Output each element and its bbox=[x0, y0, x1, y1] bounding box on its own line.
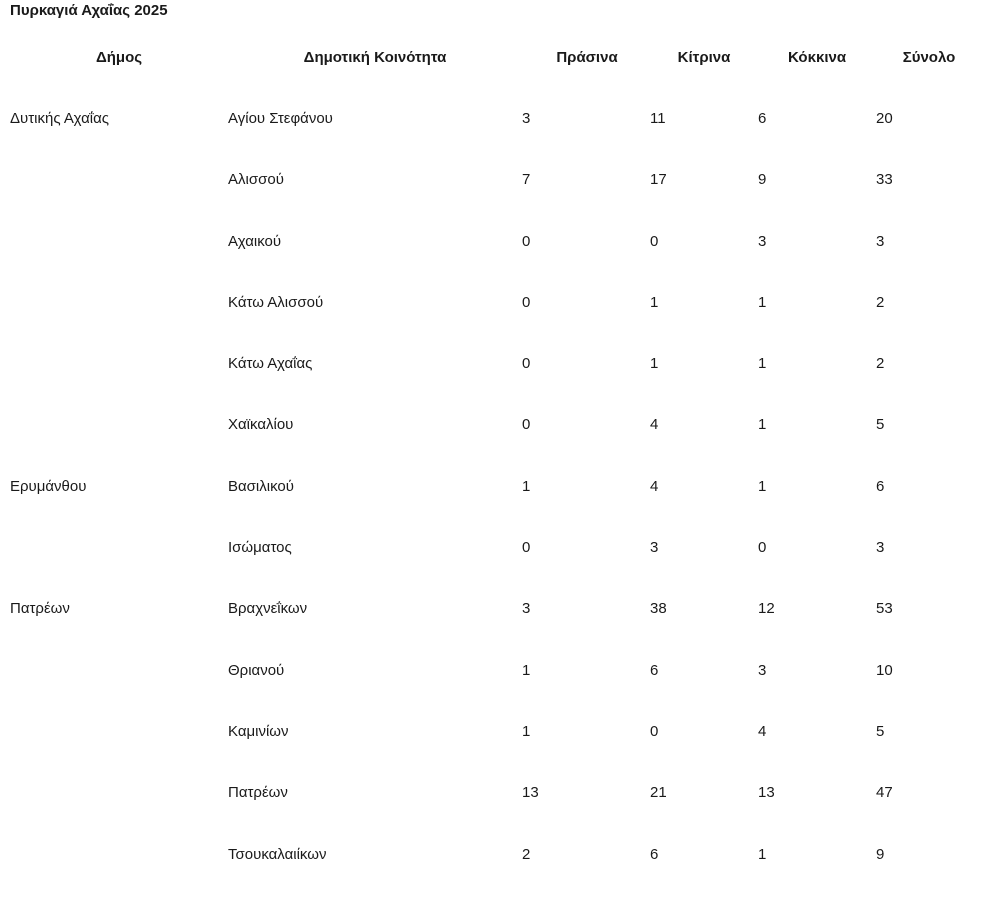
cell-dimos: Ερυμάνθου bbox=[10, 477, 87, 495]
cell-kitrina: 6 bbox=[650, 845, 659, 863]
table-row bbox=[0, 231, 981, 292]
cell-kitrina: 38 bbox=[650, 600, 667, 618]
cell-kokkina: 1 bbox=[758, 355, 767, 373]
cell-prasina: 3 bbox=[522, 600, 531, 618]
cell-kitrina: 1 bbox=[650, 355, 659, 373]
cell-koinotita: Αγίου Στεφάνου bbox=[228, 110, 333, 127]
cell-synolo: 2 bbox=[876, 355, 885, 373]
cell-kitrina: 3 bbox=[650, 539, 659, 557]
cell-kitrina: 17 bbox=[650, 171, 667, 189]
cell-synolo: 6 bbox=[876, 477, 885, 495]
cell-prasina: 0 bbox=[522, 416, 531, 434]
cell-kitrina: 6 bbox=[650, 661, 659, 679]
table-row bbox=[0, 353, 981, 414]
cell-koinotita: Τσουκαλαιίκων bbox=[228, 845, 327, 863]
table-row bbox=[0, 476, 981, 537]
cell-kitrina: 11 bbox=[650, 110, 666, 127]
table-header bbox=[0, 48, 981, 70]
cell-kokkina: 4 bbox=[758, 722, 767, 740]
cell-prasina: 0 bbox=[522, 293, 531, 311]
cell-dimos: Δυτικής Αχαΐας bbox=[10, 110, 110, 127]
cell-prasina: 1 bbox=[522, 477, 531, 495]
cell-kokkina: 13 bbox=[758, 784, 775, 802]
cell-koinotita: Κάτω Αχαΐας bbox=[228, 355, 313, 373]
cell-synolo: 5 bbox=[876, 722, 885, 740]
cell-kokkina: 1 bbox=[758, 845, 767, 863]
cell-prasina: 1 bbox=[522, 661, 531, 679]
cell-koinotita: Καμινίων bbox=[228, 722, 289, 740]
cell-kitrina: 4 bbox=[650, 416, 659, 434]
cell-kokkina: 6 bbox=[758, 110, 767, 127]
page-title: Πυρκαγιά Αχαΐας 2025 bbox=[10, 2, 168, 19]
cell-kitrina: 0 bbox=[650, 232, 659, 250]
header-dimos: Δήμος bbox=[95, 49, 143, 66]
cell-synolo: 33 bbox=[876, 171, 893, 189]
cell-koinotita: Βραχνεΐκων bbox=[228, 600, 308, 618]
cell-prasina: 0 bbox=[522, 355, 531, 373]
cell-prasina: 0 bbox=[522, 232, 531, 250]
cell-koinotita: Χαϊκαλίου bbox=[228, 416, 294, 434]
cell-kitrina: 0 bbox=[650, 722, 659, 740]
cell-koinotita: Θριανού bbox=[228, 661, 285, 679]
cell-kokkina: 1 bbox=[758, 477, 767, 495]
table-row bbox=[0, 782, 981, 843]
table-row bbox=[0, 537, 981, 598]
cell-prasina: 1 bbox=[522, 722, 531, 740]
header-prasina: Πράσινα bbox=[556, 49, 618, 66]
table-row bbox=[0, 660, 981, 721]
cell-kokkina: 12 bbox=[758, 600, 775, 618]
cell-koinotita: Βασιλικού bbox=[228, 477, 294, 495]
cell-koinotita: Ισώματος bbox=[228, 539, 292, 557]
table-row bbox=[0, 292, 981, 353]
cell-kitrina: 21 bbox=[650, 784, 667, 802]
cell-synolo: 3 bbox=[876, 232, 885, 250]
table-row bbox=[0, 169, 981, 230]
cell-synolo: 47 bbox=[876, 784, 893, 802]
cell-synolo: 2 bbox=[876, 293, 885, 311]
cell-koinotita: Αχαικού bbox=[228, 232, 282, 250]
cell-prasina: 0 bbox=[522, 539, 531, 557]
cell-synolo: 10 bbox=[876, 661, 893, 679]
table-row bbox=[0, 108, 981, 169]
cell-koinotita: Πατρέων bbox=[228, 784, 288, 802]
header-synolo: Σύνολο bbox=[902, 49, 956, 66]
cell-kokkina: 0 bbox=[758, 539, 767, 557]
table-row bbox=[0, 844, 981, 905]
cell-synolo: 5 bbox=[876, 416, 885, 434]
header-koinotita: Δημοτική Κοινότητα bbox=[303, 49, 447, 66]
cell-koinotita: Αλισσού bbox=[228, 171, 284, 189]
cell-synolo: 3 bbox=[876, 539, 885, 557]
cell-koinotita: Κάτω Αλισσού bbox=[228, 293, 324, 311]
cell-kokkina: 9 bbox=[758, 171, 767, 189]
cell-kokkina: 3 bbox=[758, 661, 767, 679]
cell-prasina: 13 bbox=[522, 784, 539, 802]
table-body bbox=[0, 108, 981, 905]
cell-prasina: 3 bbox=[522, 110, 531, 127]
cell-kokkina: 1 bbox=[758, 416, 767, 434]
cell-kitrina: 1 bbox=[650, 293, 659, 311]
table-row bbox=[0, 414, 981, 475]
cell-prasina: 7 bbox=[522, 171, 531, 189]
cell-dimos: Πατρέων bbox=[10, 600, 70, 618]
header-kitrina: Κίτρινα bbox=[677, 49, 731, 66]
cell-kitrina: 4 bbox=[650, 477, 659, 495]
cell-kokkina: 3 bbox=[758, 232, 767, 250]
cell-kokkina: 1 bbox=[758, 293, 767, 311]
cell-prasina: 2 bbox=[522, 845, 531, 863]
cell-synolo: 9 bbox=[876, 845, 885, 863]
header-kokkina: Κόκκινα bbox=[787, 49, 847, 66]
cell-synolo: 53 bbox=[876, 600, 893, 618]
table-row bbox=[0, 598, 981, 659]
table-row bbox=[0, 721, 981, 782]
cell-synolo: 20 bbox=[876, 110, 893, 127]
